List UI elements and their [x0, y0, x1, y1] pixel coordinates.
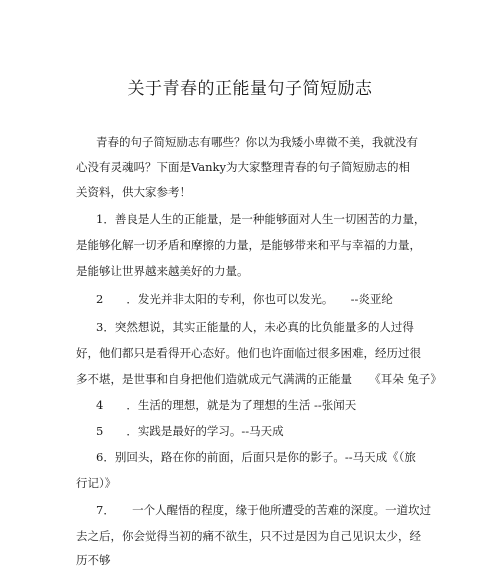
paragraph-line: 关资料，供大家参考！: [76, 185, 191, 199]
paragraph-line: 是能够让世界越来越美好的力量。: [76, 264, 249, 278]
paragraph-line: 7． 一个人醒悟的程度，缘于他所遭受的苦难的深度。一道坎过: [96, 503, 432, 517]
paragraph-line: 是能够化解一切矛盾和摩擦的力量，是能够带来和平与幸福的力量，: [76, 238, 421, 252]
paragraph-line: 5 ．实践是最好的学习。--马天成: [96, 424, 284, 438]
paragraph-line: 好，他们都只是看得开心态好。他们也许面临过很多困难，经历过很: [76, 346, 421, 360]
paragraph-line: 行记）》: [76, 476, 117, 490]
document-title: 关于青春的正能量句子简短励志: [127, 79, 373, 99]
paragraph-line: 青春的句子简短励志有哪些？你以为我矮小卑微不美，我就没有: [96, 135, 418, 149]
paragraph-line: 1．善良是人生的正能量，是一种能够面对人生一切困苦的力量，: [96, 212, 426, 226]
paragraph-line: 历不够: [76, 553, 111, 567]
paragraph-line: 3．突然想说，其实正能量的人，未必真的比负能量多的人过得: [96, 320, 414, 334]
paragraph-line: 多不堪，是世事和自身把他们造就成元气满满的正能量 《耳朵 兔子》: [76, 372, 442, 386]
paragraph-line: 心没有灵魂吗？下面是Vanky为大家整理青春的句子简短励志的相: [76, 160, 410, 174]
paragraph-line: 2 ．发光并非太阳的专利，你也可以发光。 --炎亚纶: [96, 292, 393, 306]
paragraph-line: 6．别回头，路在你的前面，后面只是你的影子。--马天成《（旅: [96, 450, 416, 464]
paragraph-line: 4 ．生活的理想，就是为了理想的生活 --张闻天: [96, 398, 357, 412]
paragraph-line: 去之后，你会觉得当初的痛不欲生，只不过是因为自己见识太少，经: [76, 529, 421, 543]
